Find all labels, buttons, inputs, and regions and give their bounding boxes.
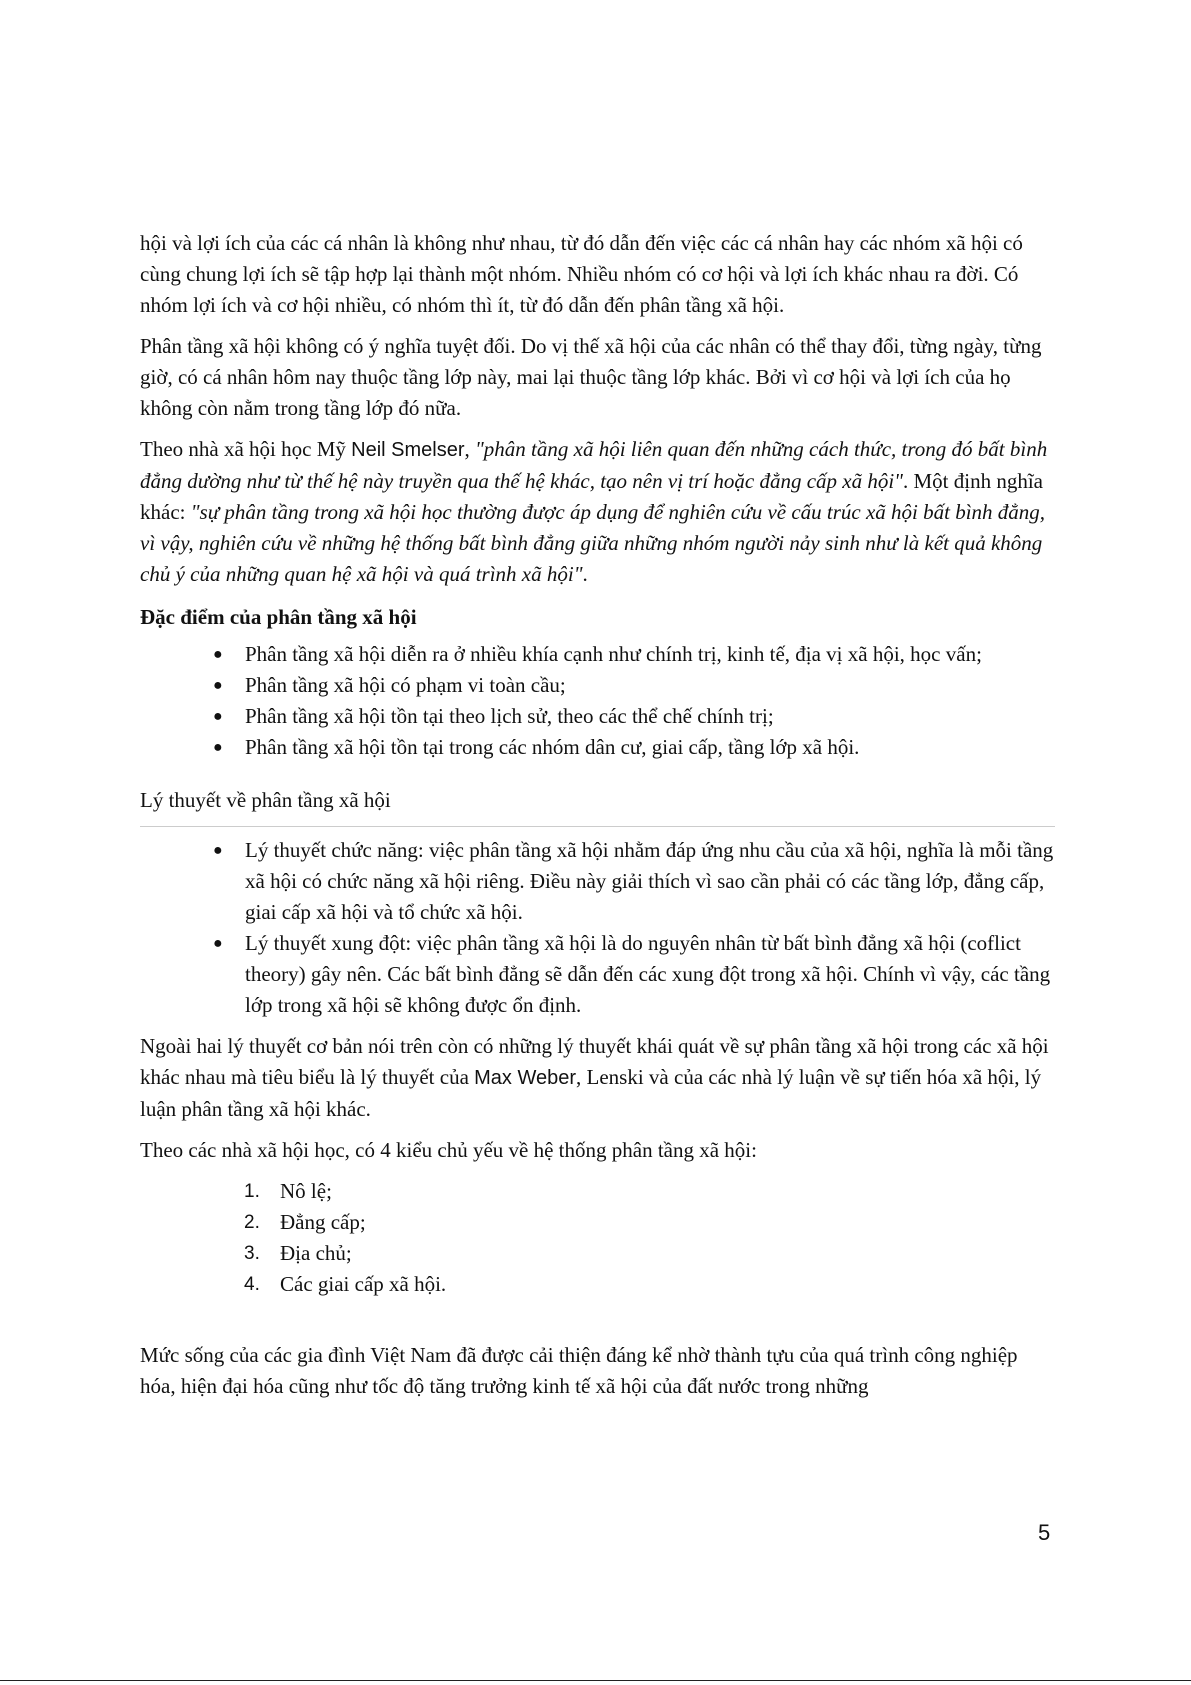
list-item-text: Các giai cấp xã hội.: [280, 1272, 447, 1296]
smelser-paragraph: [140, 434, 1055, 590]
list-item: [140, 639, 1055, 670]
text-span: .: [582, 562, 588, 586]
list-item-text: Phân tầng xã hội tồn tại trong các nhóm dân cư, giai cấp, tầng lớp xã hội.: [245, 735, 860, 759]
bullet-icon: ●: [213, 842, 223, 859]
characteristics-list: [140, 639, 1055, 763]
list-item-text: Phân tầng xã hội diễn ra ở nhiều khía cạnh như chính trị, kinh tế, địa vị xã hội, học vấn;: [245, 642, 982, 666]
page-number: 5: [1038, 1520, 1051, 1545]
quote: "sự phân tầng trong xã hội học thường được áp dụng để nghiên cứu về cấu trúc xã hội bất bình đẳng, vì vậy, nghiên cứu về những hệ thống bất bình đẳng giữa những nhóm người nảy sinh như là kết quả không chủ ý của những quan hệ xã hội và quá trình xã hội": [140, 500, 1046, 586]
list-number: 2.: [244, 1212, 260, 1233]
section-heading: Đặc điểm của phân tầng xã hội: [140, 605, 417, 629]
list-item-text: Lý thuyết xung đột: việc phân tầng xã hội là do nguyên nhân từ bất bình đẳng xã hội (coflict theory) gây nên. Các bất bình đẳng sẽ dẫn đến các xung đột trong xã hội. Chính vì vậy, các tầng lớp trong xã hội sẽ không được ổn định.: [245, 931, 1051, 1017]
paragraph: Phân tầng xã hội không có ý nghĩa tuyệt đối. Do vị thế xã hội của các nhân có thể thay đổi, từng ngày, từng giờ, có cá nhân hôm nay thuộc tầng lớp này, mai lại thuộc tầng lớp khác. Bởi vì cơ hội và lợi ích của họ không còn nằm trong tầng lớp đó nữa.: [140, 334, 1042, 420]
list-item-text: Phân tầng xã hội tồn tại theo lịch sử, theo các thể chế chính trị;: [245, 704, 774, 728]
bullet-icon: ●: [213, 935, 223, 952]
list-item: [140, 1207, 1055, 1238]
author-name: Max Weber: [474, 1067, 577, 1089]
text-span: Ngoài hai lý thuyết cơ bản nói trên còn có những lý thuyết khái quát về sự phân tầng xã hội trong các xã hội khác nhau mà tiêu biểu là lý thuyết của: [140, 1034, 1049, 1089]
list-item-text: Nô lệ;: [280, 1179, 332, 1203]
types-list: [140, 1176, 1055, 1300]
list-item: [140, 835, 1055, 928]
paragraph: Theo các nhà xã hội học, có 4 kiểu chủ yếu về hệ thống phân tầng xã hội:: [140, 1138, 757, 1162]
bullet-icon: ●: [213, 646, 223, 663]
theory-heading: Lý thuyết về phân tầng xã hội: [140, 785, 1055, 827]
list-item: [140, 732, 1055, 763]
list-number: 1.: [244, 1181, 260, 1202]
paragraph: Mức sống của các gia đình Việt Nam đã được cải thiện đáng kể nhờ thành tựu của quá trình công nghiệp hóa, hiện đại hóa cũng như tốc độ tăng trưởng kinh tế xã hội của đất nước trong những: [140, 1343, 1018, 1398]
list-item: [140, 928, 1055, 1021]
list-item: [140, 1269, 1055, 1300]
bullet-icon: ●: [213, 708, 223, 725]
text-span: Theo nhà xã hội học Mỹ: [140, 437, 352, 461]
text-span: ,: [464, 437, 475, 461]
list-item: [140, 701, 1055, 732]
text-span: . Một định nghĩa khác:: [140, 469, 1043, 524]
bullet-icon: ●: [213, 739, 223, 756]
list-item-text: Đẳng cấp;: [280, 1210, 366, 1234]
list-item: [140, 1238, 1055, 1269]
weber-paragraph: [140, 1031, 1055, 1125]
paragraph: hội và lợi ích của các cá nhân là không như nhau, từ đó dẫn đến việc các cá nhân hay các nhóm xã hội có cùng chung lợi ích sẽ tập hợp lại thành một nhóm. Nhiều nhóm có cơ hội và lợi ích khác nhau ra đời. Có nhóm lợi ích và cơ hội nhiều, có nhóm thì ít, từ đó dẫn đến phân tầng xã hội.: [140, 231, 1023, 317]
bullet-icon: ●: [213, 677, 223, 694]
list-item: [140, 670, 1055, 701]
theory-list: [140, 835, 1055, 1021]
list-item-text: Phân tầng xã hội có phạm vi toàn cầu;: [245, 673, 566, 697]
list-item: [140, 1176, 1055, 1207]
page-divider: [0, 1680, 1191, 1681]
quote: "phân tầng xã hội liên quan đến những cách thức, trong đó bất bình đẳng dường như từ thế hệ này truyền qua thế hệ khác, tạo nên vị trí hoặc đẳng cấp xã hội": [140, 437, 1048, 493]
list-item-text: Địa chủ;: [280, 1241, 352, 1265]
page-content: [140, 228, 1055, 1412]
text-span: , Lenski và của các nhà lý luận về sự tiến hóa xã hội, lý luận phân tầng xã hội khác.: [140, 1065, 1042, 1121]
list-number: 3.: [244, 1243, 260, 1264]
list-number: 4.: [244, 1274, 260, 1295]
list-item-text: Lý thuyết chức năng: việc phân tầng xã hội nhằm đáp ứng nhu cầu của xã hội, nghĩa là mỗi tầng xã hội có chức năng xã hội riêng. Điều này giải thích vì sao cần phải có các tầng lớp, đẳng cấp, giai cấp xã hội và tổ chức xã hội.: [245, 838, 1054, 924]
author-name: Neil Smelser: [351, 439, 465, 461]
